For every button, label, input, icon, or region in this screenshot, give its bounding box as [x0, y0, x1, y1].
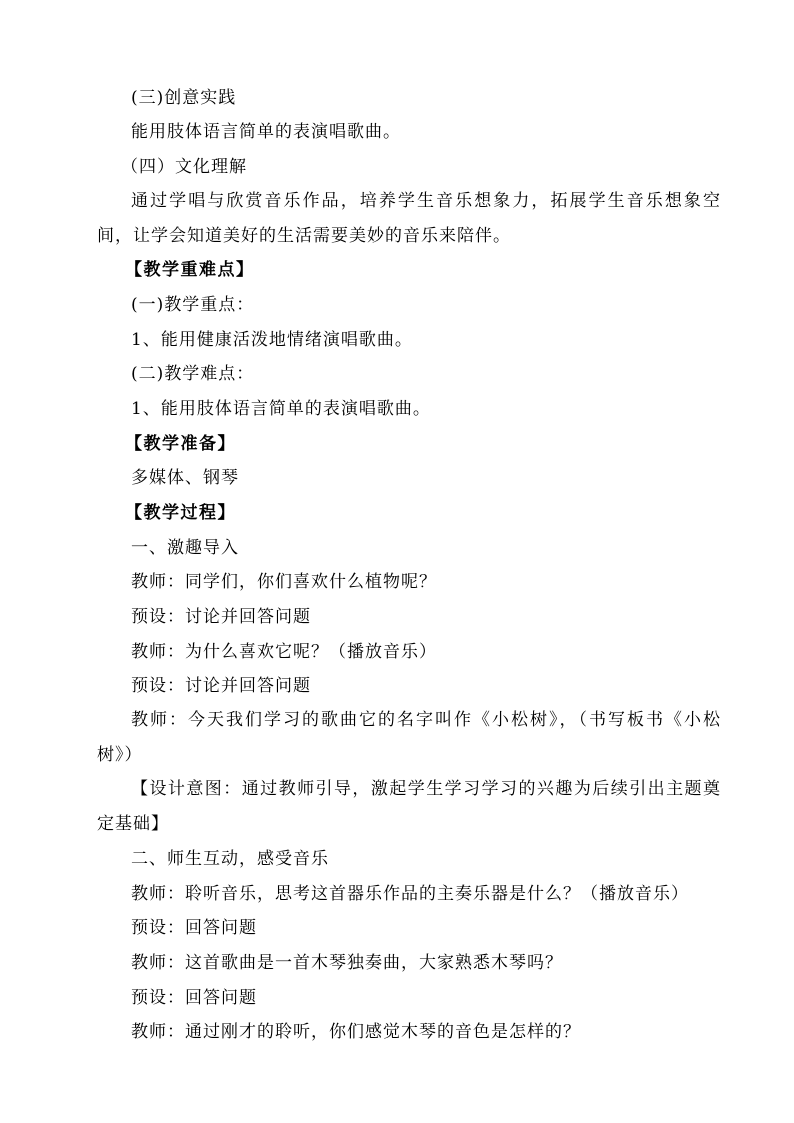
creative-practice-heading: (三)创意实践 [131, 88, 237, 108]
step1-heading: 一、激趣导入 [131, 538, 239, 558]
step1-teacher-line5: 教师：今天我们学习的歌曲它的名字叫作《小松树》，（书写板书《小松树》） [97, 710, 721, 765]
difficult-points-heading: (二)教学难点： [131, 364, 255, 384]
preparation-text: 多媒体、钢琴 [131, 468, 239, 488]
step2-teacher-line5: 教师：通过刚才的聆听，你们感觉木琴的音色是怎样的？ [131, 1022, 581, 1042]
cultural-understanding-heading: （四）文化理解 [121, 157, 247, 177]
step2-teacher-line1: 教师：聆听音乐，思考这首器乐作品的主奏乐器是什么？（播放音乐） [131, 884, 689, 904]
step2-preset-line4: 预设：回答问题 [131, 988, 257, 1008]
creative-practice-text: 能用肢体语言简单的表演唱歌曲。 [131, 122, 401, 142]
design-intent: 【设计意图：通过教师引导，激起学生学习学习的兴趣为后续引出主题奠定基础】 [97, 779, 721, 834]
step2-preset-line2: 预设：回答问题 [131, 918, 257, 938]
preparation-heading: 【教学准备】 [125, 434, 236, 454]
step1-preset-line4: 预设：讨论并回答问题 [131, 676, 311, 696]
key-points-heading: (一)教学重点： [131, 295, 255, 315]
step1-teacher-line3: 教师：为什么喜欢它呢？（播放音乐） [131, 642, 437, 662]
difficult-points-item: 1、能用肢体语言简单的表演唱歌曲。 [131, 399, 431, 419]
step2-heading: 二、师生互动，感受音乐 [131, 849, 329, 869]
step2-teacher-line3: 教师：这首歌曲是一首木琴独奏曲，大家熟悉木琴吗？ [131, 953, 563, 973]
step1-preset-line2: 预设：讨论并回答问题 [131, 607, 311, 627]
key-difficult-heading: 【教学重难点】 [125, 260, 255, 280]
cultural-understanding-text: 通过学唱与欣赏音乐作品，培养学生音乐想象力，拓展学生音乐想象空间，让学会知道美好的生活需要美妙的音乐来陪伴。 [97, 191, 721, 246]
process-heading: 【教学过程】 [125, 503, 236, 523]
key-points-item: 1、能用健康活泼地情绪演唱歌曲。 [131, 330, 413, 350]
step1-teacher-line1: 教师：同学们，你们喜欢什么植物呢？ [131, 572, 437, 592]
